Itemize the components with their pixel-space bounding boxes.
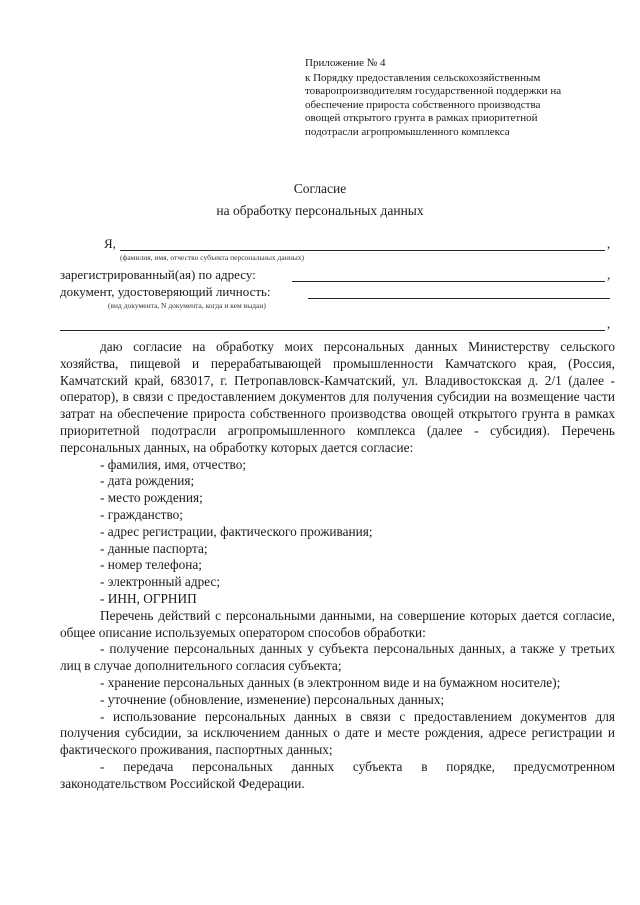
action-item: - использование персональных данных в связи с предоставлением документов для получения субсидии, за исключением данных о дате и месте рождения, адресе регистрации и фактического проживания, паспортных данных; [60,708,615,758]
appendix-title: Приложение № 4 [305,57,386,69]
name-comma: , [607,236,611,251]
appendix-block [305,57,625,140]
actions-intro: Перечень действий с персональными данными, на совершение которых дается согласие, общее описание используемых оператором способов обработки: [60,607,615,640]
data-item: - электронный адрес; [100,574,221,590]
appendix-line: товаропроизводителям государственной поддержки на [305,85,562,98]
address-comma: , [607,267,611,282]
document-title: Согласие [293,181,347,196]
consent-body [60,339,615,793]
data-item: - номер телефона; [100,557,202,573]
data-item: - адрес регистрации, фактического проживания; [100,523,373,539]
action-item: - хранение персональных данных (в электронном виде и на бумажном носителе); [100,674,561,690]
data-item: - фамилия, имя, отчество; [100,456,247,472]
name-prefix: Я, [104,236,116,251]
address-label: зарегистрированный(ая) по адресу: [60,267,256,282]
data-item: - данные паспорта; [100,540,208,556]
name-hint: (фамилия, имя, отчество субъекта персональных данных) [120,253,305,262]
data-item: - ИНН, ОГРНИП [100,590,197,606]
document-subtitle: на обработку персональных данных [216,203,424,218]
address-field[interactable] [292,281,605,282]
name-field[interactable] [120,250,605,251]
document-field-continuation[interactable] [60,330,605,331]
appendix-line: к Порядку предоставления сельскохозяйственным [305,71,541,84]
action-item: - уточнение (обновление, изменение) персональных данных; [100,691,445,707]
appendix-line: обеспечение прироста собственного производства [305,98,541,111]
appendix-line: подотрасли агропромышленного комплекса [305,125,510,138]
data-item: - место рождения; [100,490,203,506]
continuation-comma: , [607,316,611,331]
data-item: - дата рождения; [100,473,195,489]
data-item: - гражданство; [100,506,183,522]
document-hint: (вид документа, N документа, когда и кем выдан) [108,301,266,310]
document-field[interactable] [308,298,610,299]
consent-paragraph: даю согласие на обработку моих персональных данных Министерству сельского хозяйства, пищевой и перерабатывающей промышленности Камчатского края, (Россия, Камчатский край, 683017, г. Петропавловск-Камчатский, ул. Владивостокская д. 2/1 (далее - оператор), в связи с предоставлением документов для получения субсидии на возмещение части затрат на обеспечение прироста собственного производства овощей открытого грунта в рамках приоритетной подотрасли агропромышленного комплекса (далее - субсидия). Перечень персональных данных, на обработку которых дается согласие: [60,339,615,455]
action-item: - получение персональных данных у субъекта персональных данных, а также у третьих лиц в случае дополнительного согласия субъекта; [60,641,615,674]
appendix-line: овощей открытого грунта в рамках приоритетной [305,112,538,125]
document-label: документ, удостоверяющий личность: [60,284,271,299]
action-item: - передача персональных данных субъекта в порядке, предусмотренном законодательством Российской Федерации. [60,758,615,791]
